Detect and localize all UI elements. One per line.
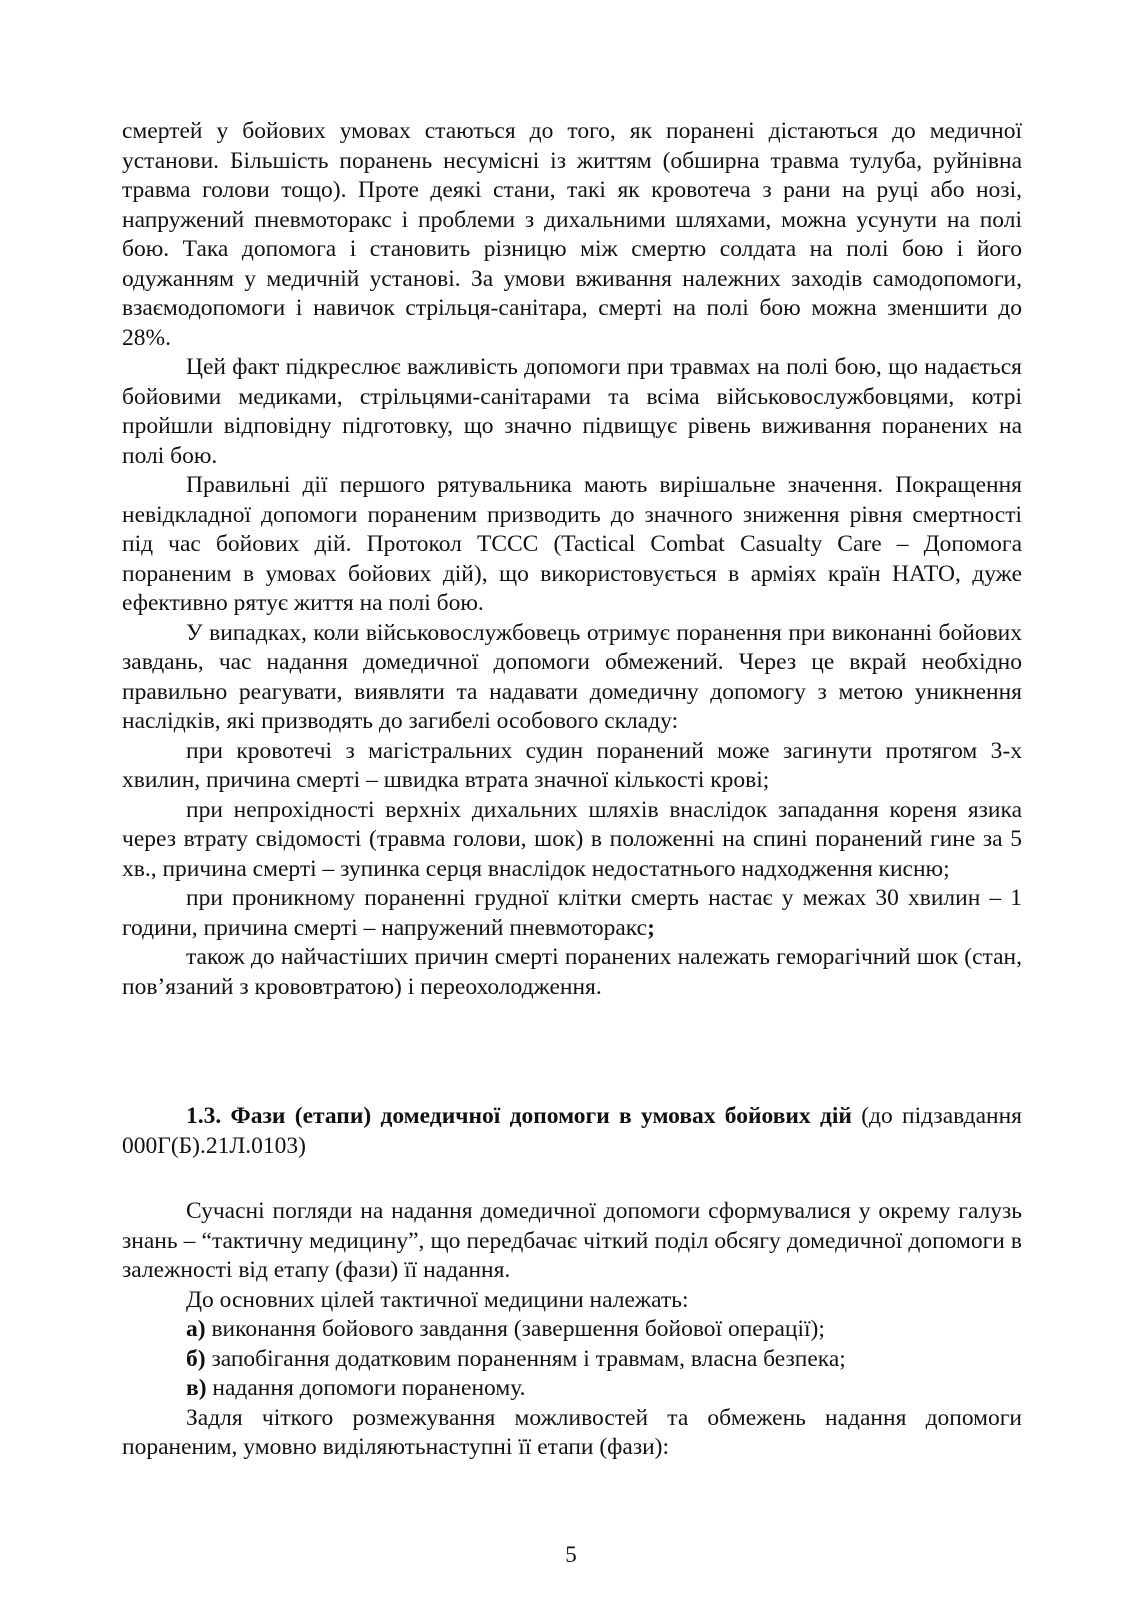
section-body <box>122 1197 1022 1463</box>
paragraph: Сучасні погляди на надання домедичної допомоги сформувалися у окрему галузь знань – “тактичну медицину”, що передбачає чіткий поділ обсягу домедичної допомоги в залежності від етапу (фази) її надання. <box>122 1198 1022 1283</box>
paragraph: при кровотечі з магістральних судин поранений може загинути протягом 3-х хвилин, причина смерті – швидка втрата значної кількості крові; <box>122 737 1022 793</box>
body-text <box>122 117 1022 1002</box>
list-marker: в) <box>186 1375 207 1401</box>
list-item <box>122 1345 1022 1375</box>
paragraph-text: при проникному пораненні грудної клітки смерть настає у межах 30 хвилин – 1 години, причина смерті – напружений пневмоторакс <box>122 885 1022 941</box>
list-item-text: надання допомоги пораненому. <box>206 1375 526 1401</box>
paragraph: також до найчастіших причин смерті поранених належать геморагічний шок (стан, пов’язаний з крововтратою) і переохолодження. <box>122 944 1022 1000</box>
paragraph <box>122 884 1022 943</box>
list-marker: б) <box>186 1345 206 1372</box>
paragraph: Правильні дії першого рятувальника мають вирішальне значення. Покращення невідкладної допомоги пораненим призводить до значного зниження рівня смертності під час бойових дій. Протокол ТССС (Tactical Combat Casualty Care – Допомога пораненим в умовах бойових дій), що використовується в арміях країн НАТО, дуже ефективно рятує життя на полі бою. <box>122 472 1022 616</box>
paragraph-end-mark: ; <box>647 914 655 941</box>
paragraph: Задля чіткого розмежування можливостей та обмежень надання допомоги пораненим, умовно виділяютьнаступні її етапи (фази): <box>122 1404 1022 1460</box>
section-title: 1.3. Фази (етапи) домедичної допомоги в умовах бойових дій <box>186 1103 852 1129</box>
paragraph: У випадках, коли військовослужбовець отримує поранення при виконанні бойових завдань, час надання домедичної допомоги обмежений. Через це вкрай необхідно правильно реагувати, виявляти та надавати домедичну допомогу з метою уникнення наслідків, які призводять до загибелі особового складу: <box>122 619 1022 734</box>
list-item-text: запобігання додатковим пораненням і травмам, власна безпека; <box>205 1345 846 1372</box>
paragraph: при непрохідності верхніх дихальних шляхів внаслідок западання кореня язика через втрату свідомості (травма голови, шок) в положенні на спині поранений гине за 5 хв., причина смерті – зупинка серця внаслідок недостатнього надходження кисню; <box>122 796 1022 882</box>
paragraph: Цей факт підкреслює важливість допомоги при травмах на полі бою, що надається бойовими медиками, стрільцями-санітарами та всіма військовослужбовцями, котрі пройшли відповідну підготовку, що значно підвищує рівень виживання поранених на полі бою. <box>122 354 1022 469</box>
section-heading <box>122 1102 1022 1161</box>
list-item <box>122 1374 1022 1404</box>
paragraph: смертей у бойових умовах стаються до того, як поранені дістаються до медичної установи. Більшість поранень несумісні із життям (обширна травма тулуба, руйнівна травма голови тощо). Проте деякі стани, такі як кровотеча з рани на руці або нозі, напружений пневмоторакс і проблеми з дихальними шляхами, можна усунути на полі бою. Така допомога і становить різницю між смертю солдата на полі бою і його одужанням у медичній установі. За умови вживання належних заходів самодопомоги, взаємодопомоги і навичок стрільця-санітара, смерті на полі бою можна зменшити до 28%. <box>122 118 1022 351</box>
goals-intro: До основних цілей тактичної медицини належать: <box>186 1286 689 1313</box>
list-item <box>122 1315 1022 1345</box>
page-number: 5 <box>565 1542 577 1567</box>
section-subtitle: (до підзавдання 000Г(Б).21Л.0103) <box>122 1103 1022 1159</box>
list-marker: а) <box>186 1316 206 1342</box>
list-item-text: виконання бойового завдання (завершення бойової операції); <box>205 1316 825 1342</box>
